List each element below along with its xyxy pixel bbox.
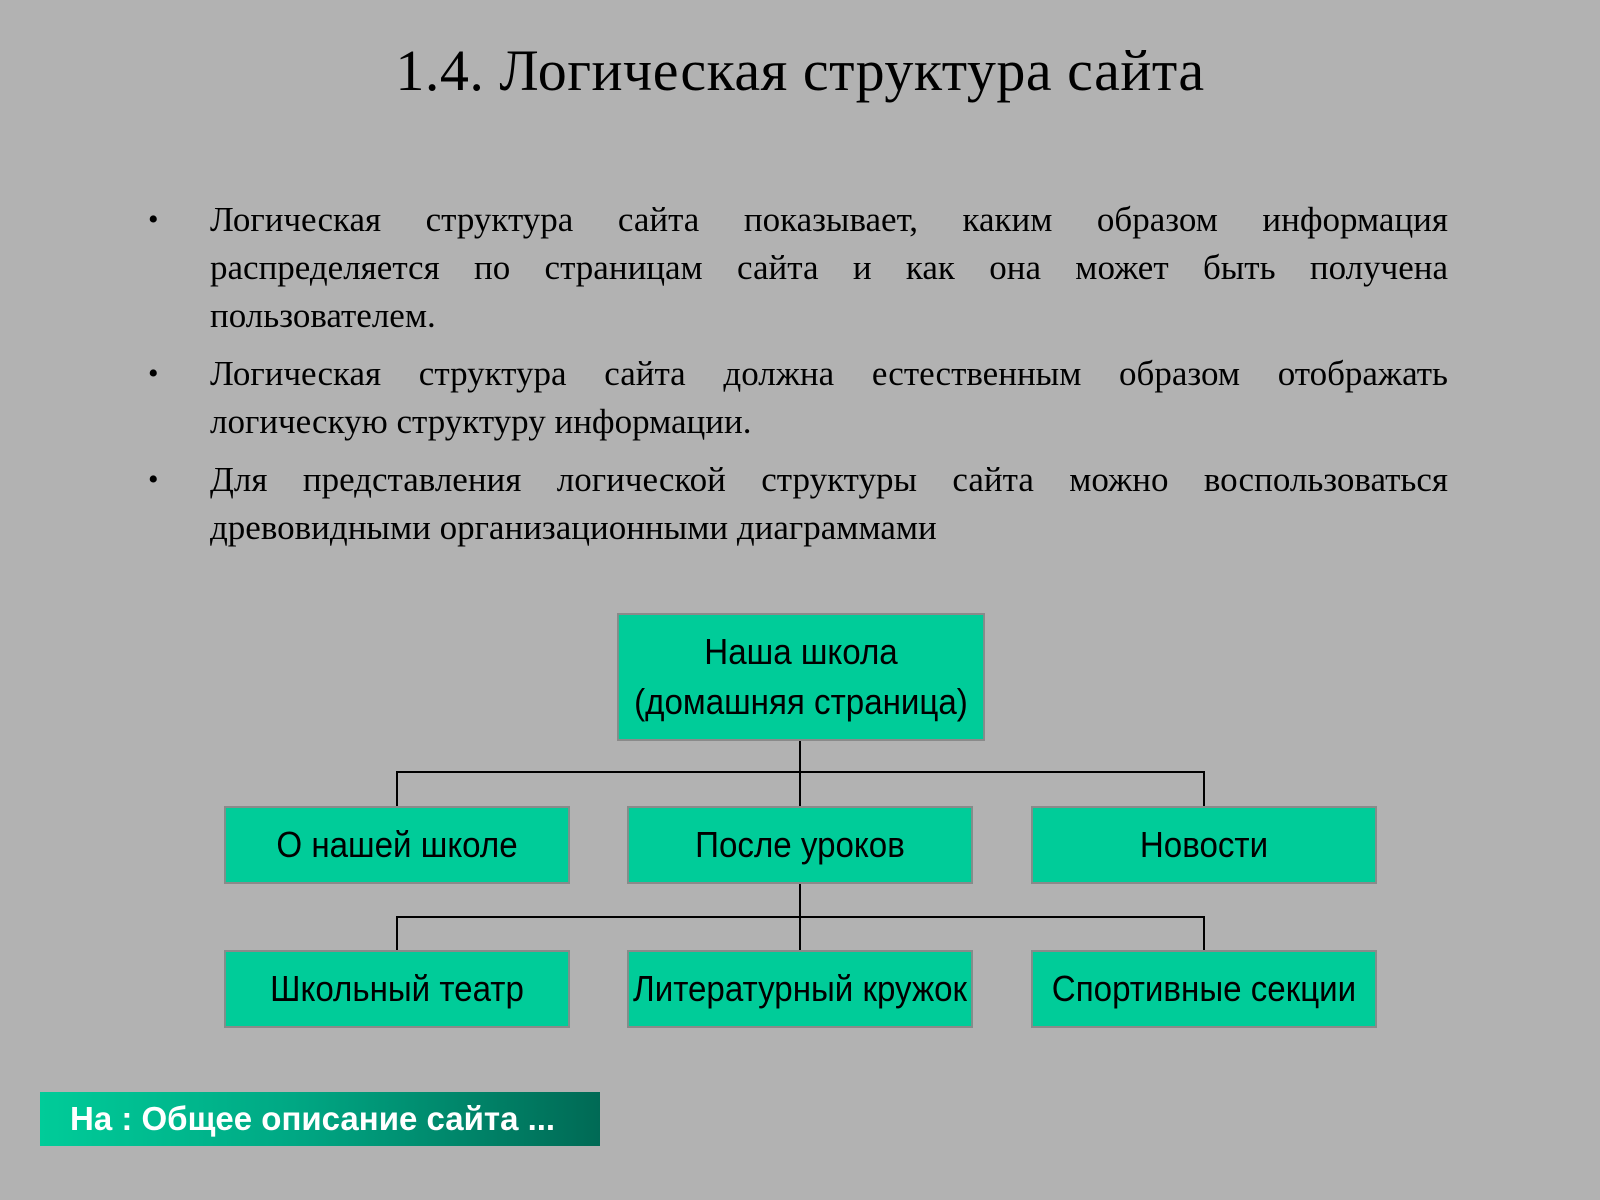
node-about-school: О нашей школе (224, 806, 570, 884)
node-after-lessons: После уроков (627, 806, 973, 884)
node-sport-sections: Спортивные секции (1031, 950, 1377, 1028)
bullet-marker: • (148, 203, 159, 236)
connector-level2-mid (799, 916, 801, 951)
bullet-text: Логическая структура сайта показывает, каким образом информация распределяется по страницам сайта и как она может быть получена пользователем. (210, 200, 1448, 335)
connector-level2-left (396, 916, 398, 951)
connector-mid-down (799, 883, 801, 918)
connector-root-down (799, 740, 801, 773)
node-school-theatre: Школьный театр (224, 950, 570, 1028)
connector-level2-right (1203, 916, 1205, 951)
slide-title: 1.4. Логическая структура сайта (395, 38, 1205, 103)
bullet-text: Логическая структура сайта должна естественным образом отображать логическую структуру информации. (210, 354, 1448, 441)
connector-level1-right (1203, 771, 1205, 807)
node-home-page (617, 613, 985, 741)
connector-level1-left (396, 771, 398, 807)
bullet-text: Для представления логической структуры сайта можно воспользоваться древовидными организационными диаграммами (210, 460, 1448, 547)
node-literary-club: Литературный кружок (627, 950, 973, 1028)
connector-level1-mid (799, 771, 801, 807)
node-news: Новости (1031, 806, 1377, 884)
node-home-line1: Наша школа (704, 631, 898, 672)
bullet-marker: • (148, 463, 159, 496)
nav-next-link[interactable]: На : Общее описание сайта ... (40, 1092, 600, 1146)
node-home-line2: (домашняя страница) (634, 681, 968, 722)
bullet-marker: • (148, 357, 159, 390)
